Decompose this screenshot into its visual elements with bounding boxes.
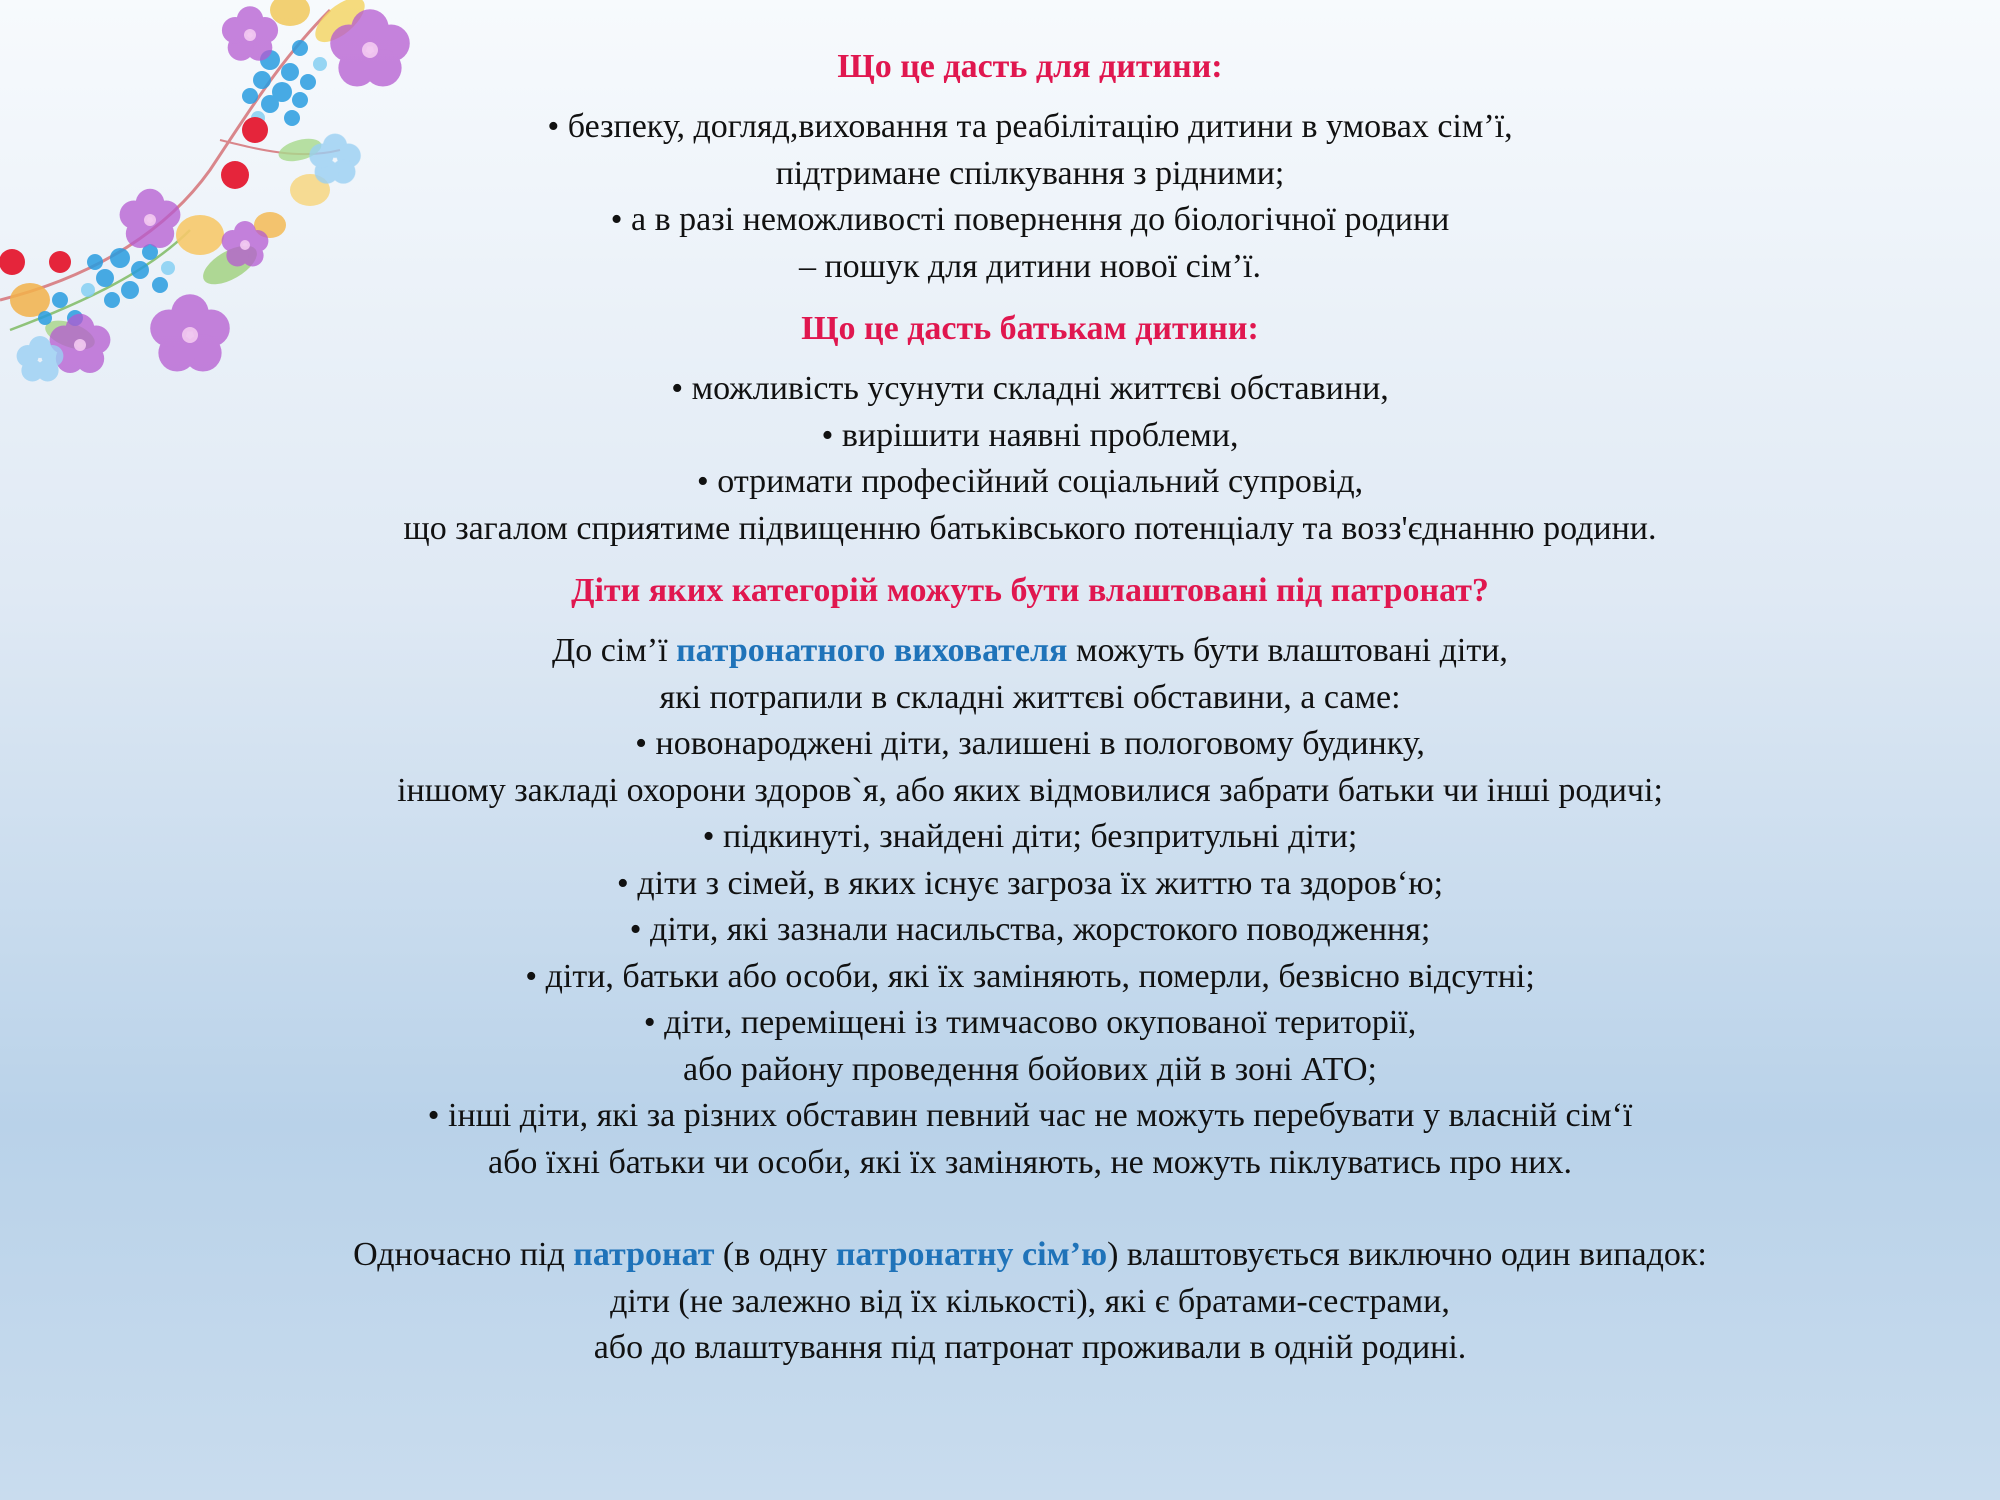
heading-categories: Діти яких категорій можуть бути влаштовані під патронат? — [571, 572, 1489, 609]
text-line: • отримати професійний соціальний супровід, — [696, 463, 1364, 500]
text-line: • підкинуті, знайдені діти; безпритульні діти; — [702, 818, 1358, 855]
intro-text: До сім’ї — [552, 632, 677, 669]
highlight-patronat: патронат — [573, 1236, 715, 1273]
intro-line — [200, 628, 1860, 675]
categories-list — [200, 628, 1860, 1372]
text-line: – пошук для дитини нової сім’ї. — [798, 247, 1262, 285]
highlight-foster-family: патронатну сім’ю — [835, 1236, 1108, 1273]
text-line: або до влаштування під патронат проживали в одній родині. — [593, 1329, 1467, 1366]
text-line: • інші діти, які за різних обставин певний час не можуть перебувати у власній сім‘ї — [427, 1097, 1633, 1134]
text-line: підтримане спілкування з рідними; — [775, 154, 1285, 192]
text-line: діти (не залежно від їх кількості), які є братами-сестрами, — [610, 1282, 1450, 1320]
text-part: ) влаштовується виключно один випадок: — [1107, 1236, 1707, 1273]
simultaneous-line — [200, 1232, 1860, 1279]
intro-text: можуть бути влаштовані діти, — [1067, 632, 1508, 669]
text-line: які потрапили в складні життєві обставини, а саме: — [659, 678, 1401, 716]
benefits-for-child — [200, 104, 1860, 290]
text-line: або їхні батьки чи особи, які їх заміняють, не можуть піклуватись про них. — [488, 1143, 1572, 1181]
content-area — [200, 44, 1860, 1388]
text-line: іншому закладі охорони здоров`я, або яких відмовилися забрати батьки чи інші родичі; — [397, 771, 1663, 809]
text-line: • діти, які зазнали насильства, жорстокого поводження; — [629, 911, 1431, 948]
text-line: • діти, переміщені із тимчасово окупованої території, — [643, 1004, 1417, 1041]
text-line: • можливість усунути складні життєві обставини, — [671, 370, 1389, 407]
text-line: • діти з сімей, в яких існує загроза їх життю та здоров‘ю; — [616, 864, 1444, 902]
text-line: або району проведення бойових дій в зоні АТО; — [683, 1050, 1377, 1088]
text-part: (в одну — [714, 1236, 836, 1273]
text-line: • безпеку, догляд,виховання та реабілітацію дитини в умовах сім’ї, — [547, 108, 1513, 145]
heading-for-child: Що це дасть для дитини: — [837, 48, 1223, 85]
spacer — [200, 1186, 1860, 1232]
text-line: що загалом сприятиме підвищенню батьківського потенціалу та возз'єднанню родини. — [403, 509, 1657, 547]
benefits-for-parents — [200, 366, 1860, 552]
text-line: • новонароджені діти, залишені в пологовому будинку, — [635, 725, 1425, 762]
text-line: • діти, батьки або особи, які їх заміняють, померли, безвісно відсутні; — [525, 957, 1535, 995]
text-line: • а в разі неможливості повернення до біологічної родини — [610, 201, 1450, 238]
text-part: Одночасно під — [353, 1236, 574, 1273]
text-line: • вирішити наявні проблеми, — [821, 416, 1239, 454]
heading-for-parents: Що це дасть батькам дитини: — [801, 310, 1259, 347]
highlight-foster-educator: патронатного вихователя — [676, 632, 1068, 669]
